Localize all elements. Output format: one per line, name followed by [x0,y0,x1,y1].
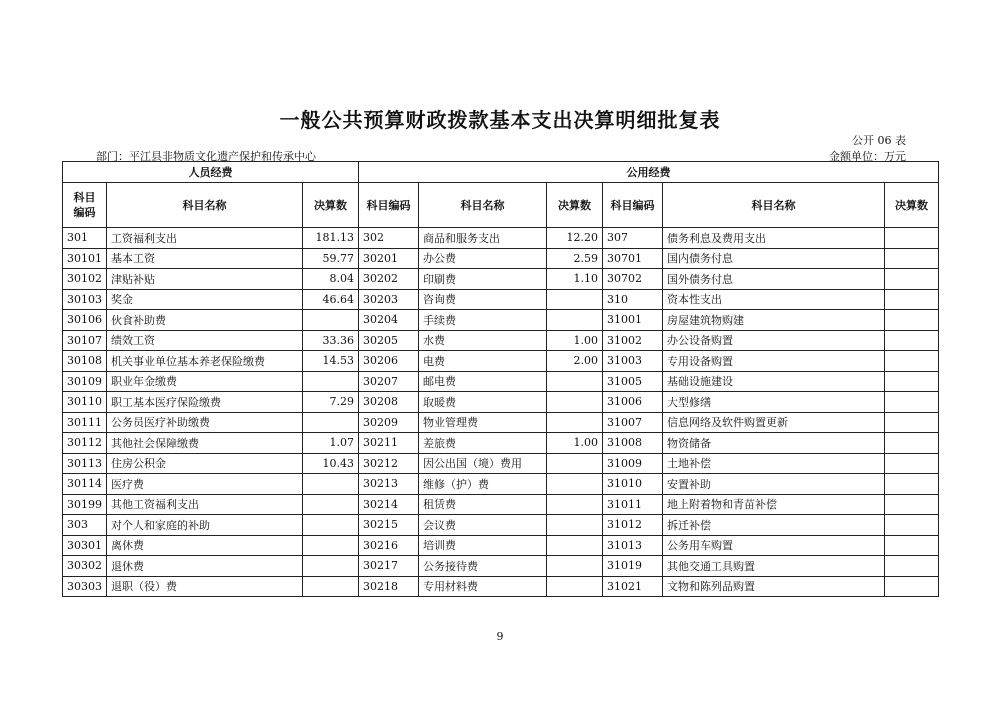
name-cell: 手续费 [419,310,547,331]
amount-cell: 1.00 [547,330,603,351]
name-cell: 因公出国（境）费用 [419,453,547,474]
code-cell: 31007 [603,412,663,433]
code-cell: 30303 [63,576,107,597]
name-cell: 电费 [419,351,547,372]
amount-cell [547,535,603,556]
name-cell: 文物和陈列品购置 [663,576,885,597]
name-cell: 其他交通工具购置 [663,556,885,577]
table-row [63,289,939,310]
amount-cell [885,556,939,577]
name-cell: 国外债务付息 [663,269,885,290]
table-row [63,310,939,331]
amount-cell [547,576,603,597]
amount-cell [547,412,603,433]
code-cell: 301 [63,228,107,249]
code-cell: 302 [359,228,419,249]
code-cell: 30214 [359,494,419,515]
name-cell: 土地补偿 [663,453,885,474]
amount-cell [547,371,603,392]
name-cell: 信息网络及软件购置更新 [663,412,885,433]
amount-cell: 33.36 [303,330,359,351]
amount-cell: 1.10 [547,269,603,290]
code-cell: 30217 [359,556,419,577]
code-cell: 30207 [359,371,419,392]
table-row [63,515,939,536]
code-cell: 30701 [603,248,663,269]
name-cell: 机关事业单位基本养老保险缴费 [107,351,303,372]
col-code-personnel [63,183,107,228]
name-cell: 地上附着物和青苗补偿 [663,494,885,515]
form-number: 公开 06 表 [852,134,906,147]
name-cell: 伙食补助费 [107,310,303,331]
name-cell: 绩效工资 [107,330,303,351]
name-cell: 资本性支出 [663,289,885,310]
name-cell: 退休费 [107,556,303,577]
col-name-personnel: 科目名称 [107,183,303,228]
name-cell: 租赁费 [419,494,547,515]
code-cell: 30205 [359,330,419,351]
name-cell: 职工基本医疗保险缴费 [107,392,303,413]
table-row [63,248,939,269]
amount-cell [547,474,603,495]
budget-detail-table [62,161,939,597]
code-cell: 31008 [603,433,663,454]
code-cell: 30110 [63,392,107,413]
col-code-public-1: 科目编码 [359,183,419,228]
code-cell: 30114 [63,474,107,495]
code-cell: 31009 [603,453,663,474]
department-label: 部门：平江县非物质文化遗产保护和传承中心 [96,150,316,163]
name-cell: 工资福利支出 [107,228,303,249]
amount-cell: 2.59 [547,248,603,269]
name-cell: 维修（护）费 [419,474,547,495]
code-cell: 30208 [359,392,419,413]
table-row [63,576,939,597]
name-cell: 咨询费 [419,289,547,310]
amount-cell [303,474,359,495]
code-cell: 31005 [603,371,663,392]
code-cell: 31010 [603,474,663,495]
col-name-public-1: 科目名称 [419,183,547,228]
name-cell: 其他工资福利支出 [107,494,303,515]
col-name-public-2: 科目名称 [663,183,885,228]
col-code-personnel-label: 科目 编码 [73,191,96,219]
code-cell: 30108 [63,351,107,372]
amount-cell [885,392,939,413]
code-cell: 30212 [359,453,419,474]
code-cell: 30113 [63,453,107,474]
code-cell: 30102 [63,269,107,290]
amount-cell [547,515,603,536]
name-cell: 其他社会保障缴费 [107,433,303,454]
name-cell: 公务接待费 [419,556,547,577]
name-cell: 会议费 [419,515,547,536]
amount-cell [303,412,359,433]
code-cell: 30204 [359,310,419,331]
page-title: 一般公共预算财政拨款基本支出决算明细批复表 [279,108,721,132]
code-cell: 30202 [359,269,419,290]
code-cell: 31012 [603,515,663,536]
code-cell: 30101 [63,248,107,269]
code-cell: 31019 [603,556,663,577]
code-cell: 31002 [603,330,663,351]
name-cell: 住房公积金 [107,453,303,474]
amount-cell [885,576,939,597]
amount-cell: 12.20 [547,228,603,249]
code-cell: 30106 [63,310,107,331]
name-cell: 专用材料费 [419,576,547,597]
code-cell: 30215 [359,515,419,536]
table-row [63,330,939,351]
amount-cell [303,494,359,515]
name-cell: 退职（役）费 [107,576,303,597]
amount-cell [547,392,603,413]
amount-cell [547,453,603,474]
amount-cell [885,412,939,433]
col-amount-personnel: 决算数 [303,183,359,228]
name-cell: 津贴补贴 [107,269,303,290]
amount-cell [303,310,359,331]
code-cell: 30209 [359,412,419,433]
name-cell: 物业管理费 [419,412,547,433]
name-cell: 国内债务付息 [663,248,885,269]
code-cell: 307 [603,228,663,249]
name-cell: 安置补助 [663,474,885,495]
name-cell: 公务用车购置 [663,535,885,556]
code-cell: 31021 [603,576,663,597]
name-cell: 印刷费 [419,269,547,290]
table-row [63,228,939,249]
table-row [63,433,939,454]
amount-cell [885,310,939,331]
code-cell: 31001 [603,310,663,331]
amount-cell [885,474,939,495]
page-number: 9 [496,630,504,643]
code-cell: 31003 [603,351,663,372]
name-cell: 培训费 [419,535,547,556]
code-cell: 30112 [63,433,107,454]
amount-cell: 14.53 [303,351,359,372]
amount-cell [303,556,359,577]
amount-cell: 8.04 [303,269,359,290]
code-cell: 30107 [63,330,107,351]
amount-cell [885,330,939,351]
amount-cell: 1.07 [303,433,359,454]
amount-cell [303,515,359,536]
name-cell: 商品和服务支出 [419,228,547,249]
table-row [63,453,939,474]
amount-cell: 59.77 [303,248,359,269]
name-cell: 拆迁补偿 [663,515,885,536]
amount-cell [303,535,359,556]
amount-cell: 7.29 [303,392,359,413]
amount-cell [303,576,359,597]
amount-cell: 46.64 [303,289,359,310]
name-cell: 办公设备购置 [663,330,885,351]
amount-cell [885,269,939,290]
amount-cell [303,371,359,392]
code-cell: 30218 [359,576,419,597]
amount-cell: 1.00 [547,433,603,454]
personnel-expense-group: 人员经费 [63,162,359,183]
table-row [63,269,939,290]
amount-cell [885,494,939,515]
amount-cell [885,453,939,474]
name-cell: 物资储备 [663,433,885,454]
amount-cell: 10.43 [303,453,359,474]
amount-cell [885,228,939,249]
amount-cell [885,535,939,556]
name-cell: 办公费 [419,248,547,269]
table-body [63,228,939,597]
code-cell: 30301 [63,535,107,556]
amount-cell [885,433,939,454]
table-row [63,351,939,372]
table-row [63,494,939,515]
name-cell: 专用设备购置 [663,351,885,372]
code-cell: 30206 [359,351,419,372]
amount-cell [547,310,603,331]
amount-cell: 181.13 [303,228,359,249]
amount-cell [885,351,939,372]
name-cell: 奖金 [107,289,303,310]
code-cell: 30199 [63,494,107,515]
name-cell: 职业年金缴费 [107,371,303,392]
code-cell: 31013 [603,535,663,556]
code-cell: 30211 [359,433,419,454]
table-row [63,392,939,413]
code-cell: 30702 [603,269,663,290]
code-cell: 31011 [603,494,663,515]
amount-cell: 2.00 [547,351,603,372]
amount-cell [885,515,939,536]
code-cell: 30203 [359,289,419,310]
code-cell: 310 [603,289,663,310]
amount-unit-label: 金额单位：万元 [829,150,906,163]
amount-cell [885,248,939,269]
code-cell: 303 [63,515,107,536]
name-cell: 取暖费 [419,392,547,413]
code-cell: 30213 [359,474,419,495]
code-cell: 30201 [359,248,419,269]
table-row [63,412,939,433]
col-amount-public-1: 决算数 [547,183,603,228]
name-cell: 债务利息及费用支出 [663,228,885,249]
table-row [63,474,939,495]
name-cell: 大型修缮 [663,392,885,413]
name-cell: 公务员医疗补助缴费 [107,412,303,433]
code-cell: 30216 [359,535,419,556]
name-cell: 基础设施建设 [663,371,885,392]
name-cell: 对个人和家庭的补助 [107,515,303,536]
col-amount-public-2: 决算数 [885,183,939,228]
amount-cell [547,556,603,577]
table-row [63,371,939,392]
code-cell: 30302 [63,556,107,577]
amount-cell [885,371,939,392]
name-cell: 基本工资 [107,248,303,269]
code-cell: 30109 [63,371,107,392]
name-cell: 房屋建筑物购建 [663,310,885,331]
amount-cell [885,289,939,310]
public-expense-group: 公用经费 [359,162,939,183]
code-cell: 30103 [63,289,107,310]
amount-cell [547,289,603,310]
col-code-public-2: 科目编码 [603,183,663,228]
amount-cell [547,494,603,515]
name-cell: 水费 [419,330,547,351]
table-row [63,556,939,577]
code-cell: 31006 [603,392,663,413]
name-cell: 差旅费 [419,433,547,454]
name-cell: 医疗费 [107,474,303,495]
code-cell: 30111 [63,412,107,433]
name-cell: 邮电费 [419,371,547,392]
name-cell: 离休费 [107,535,303,556]
table-row [63,535,939,556]
